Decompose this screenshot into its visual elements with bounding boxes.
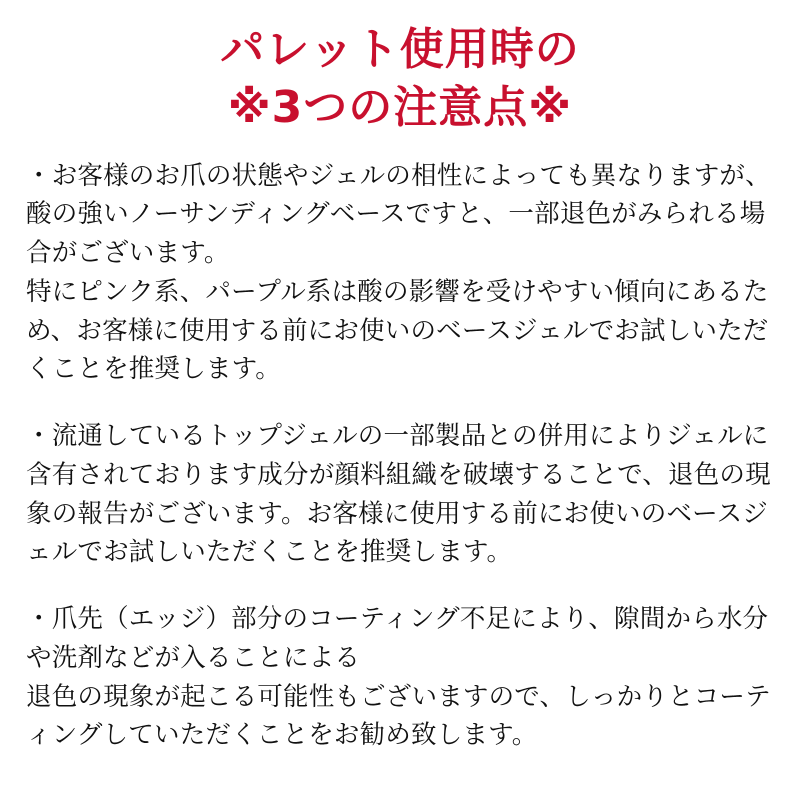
page-title-line-1: パレット使用時の: [220, 24, 580, 75]
paragraph-5: 退色の現象が起こる可能性もございますので、しっかりとコーティングしていただくことをお勧め致します。: [26, 681, 771, 751]
paragraph-2: 特にピンク系、パープル系は酸の影響を受けやすい傾向にあるため、お客様に使用する前にお使いのベースジェルでお試しいただくことを推奨します。: [26, 276, 769, 385]
page-title: [26, 22, 774, 137]
page-title-line-2: ※3つの注意点※: [227, 82, 573, 134]
paragraph-4: ・爪先（エッジ）部分のコーティング不足により、隙間から水分や洗剤などが入ることによる: [26, 604, 769, 673]
body-text: [26, 157, 774, 756]
paragraph-1: ・お客様のお爪の状態やジェルの相性によっても異なりますが、酸の強いノーサンディングベースですと、一部退色がみられる場合がございます。: [26, 160, 771, 269]
paragraph-3: ・流通しているトップジェルの一部製品との併用によりジェルに含有されております成分が顔料組織を破壊することで、退色の現象の報告がございます。お客様に使用する前にお使いのベースジェルでお試しいただくことを推奨します。: [26, 421, 771, 568]
